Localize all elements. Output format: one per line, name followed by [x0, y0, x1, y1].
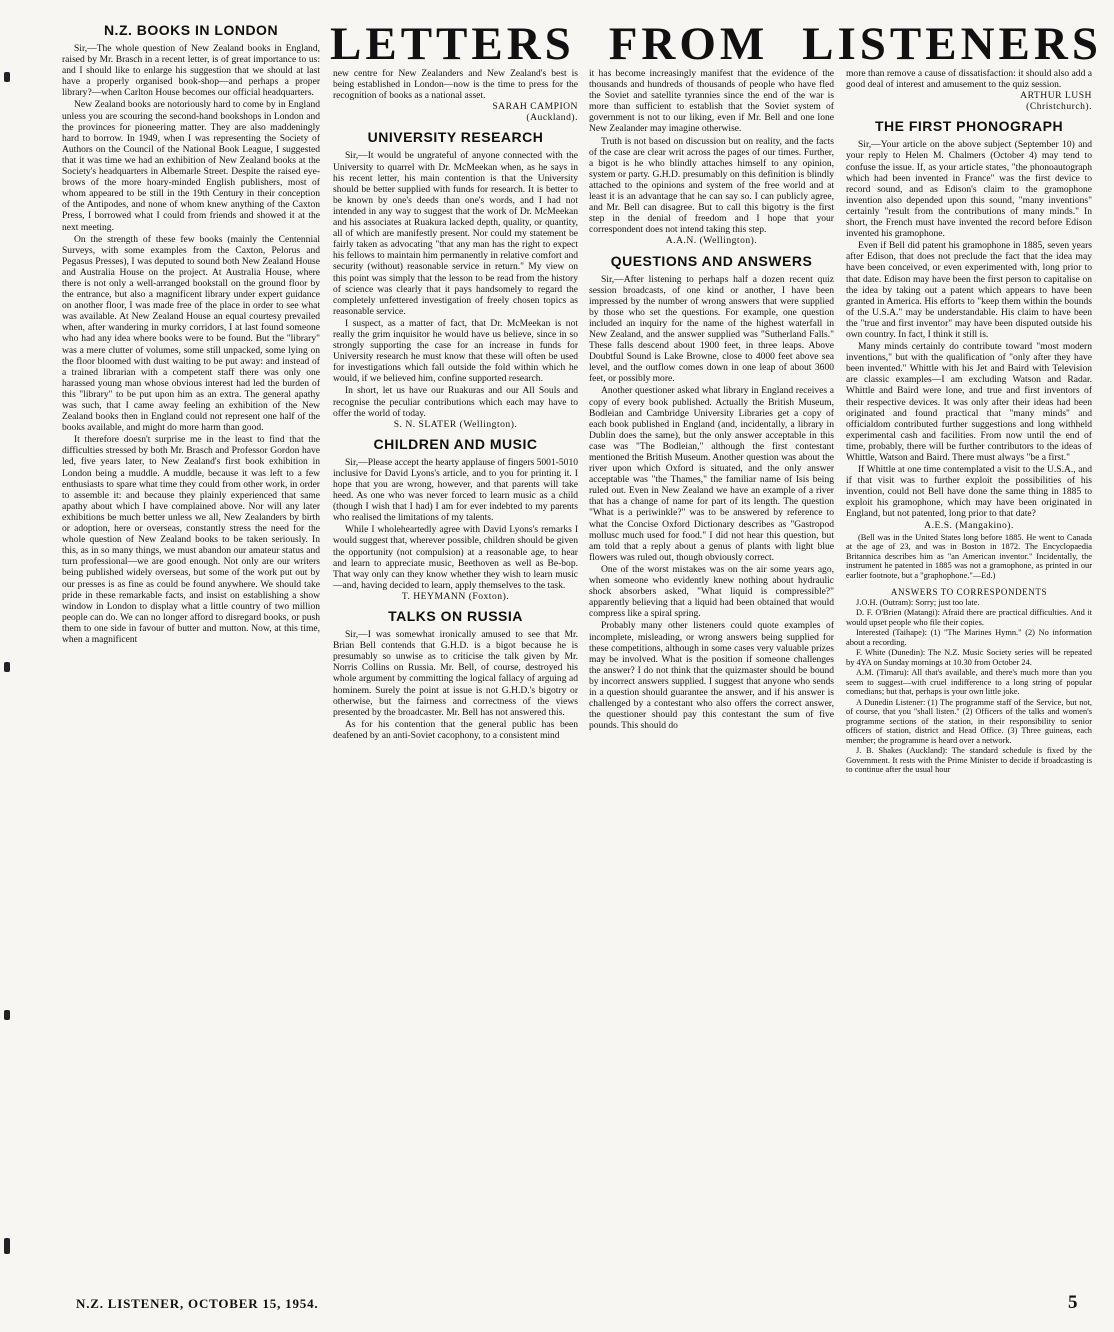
paragraph: Even if Bell did patent his gramophone in 1885, seven years after Edison, that does not preclude the fact that the idea may have been conceived, or even experimented with, long prior to that date. Edison may have been the first person to capitalise on the idea by taking out a patent which appears to have been granted in America. His efforts to "keep them within the bounds of the U.S.A." may be understandable. His claim to have been the "true and first inventor" may have been disputed outside his own country. In fact, I think it still is.: [846, 240, 1092, 340]
paragraph: Truth is not based on discussion but on reality, and the facts of the case are clear writ across the pages of our times. Further, a bigot is he who blindly attaches himself to any opinion, system or party. G.H.D. presumably on this definition is blindly attached to the opinions and system of the free world and at least it is an advantage that he can say so. I can publicly agree, and Mr. Bell can disagree. But to call this bigotry is the first step in the denial of freedom and I hope that your correspondent does not intend taking this step.: [589, 135, 834, 236]
heading-first-phonograph: THE FIRST PHONOGRAPH: [874, 118, 1064, 135]
heading-talks-russia: TALKS ON RUSSIA: [388, 608, 523, 625]
masthead-word: LETTERS: [330, 18, 575, 70]
paragraph: Sir,—Please accept the hearty applause of fingers 5001-5010 inclusive for David Lyons's article, and to you for printing it. I hope that you are wrong, however, and that parents will take heed. As one who was never forced to learn music as a child (though I wish that I had) I am for ever indebted to my parents who realised the limitations of my talents.: [333, 456, 578, 524]
signature-campion: SARAH CAMPION (Auckland).: [492, 101, 578, 124]
correspondent-answer: A.M. (Timaru): All that's available, and there's much more than you seem to suggest—with cruel indifference to a long string of popular comedians; but that, perhaps is your own little joke.: [846, 668, 1092, 697]
correspondent-answer: J. B. Shakes (Auckland): The standard schedule is fixed by the Government. It rests with the Prime Minister to decide if broadcasting is to continue after the usual hour: [846, 746, 1092, 775]
paragraph: Sir,—I was somewhat ironically amused to see that Mr. Brian Bell contends that G.H.D. is a bigot because he is presumably so unwise as to criticise the talk given by Mr. Norris Collins on Russia. Mr. Bell, of course, destroyed his whole argument by committing the logical fallacy of arguing ad hominem. Surely the point at issue is not G.H.D.'s bigotry or otherwise, but the fairness and correctness of the views presented by the broadcaster. Mr. Bell has not answered this.: [333, 629, 578, 718]
heading-children-music: CHILDREN AND MUSIC: [373, 435, 538, 452]
masthead: [330, 18, 1102, 70]
paragraph: In short, let us have our Ruakuras and our All Souls and recognise the peculiar contributions which each may have to offer the world of today.: [333, 385, 578, 419]
footer-publication: N.Z. LISTENER, OCTOBER 15, 1954.: [76, 1296, 319, 1311]
paragraph: As for his contention that the general public has been deafened by an anti-Soviet cacophony, to a consistent mind: [333, 718, 578, 741]
correspondent-answer: A Dunedin Listener: (1) The programme staff of the Service, but not, of course, that you "shall listen." (2) Officers of the talks and women's programme sections of the station, in their responsibility to senior officers of station, district and Head Office. (3) Three guineas, each member; the programme is heard over a network.: [846, 697, 1092, 745]
correspondent-answer: Interested (Taihape): (1) "The Marines Hymn." (2) No information about a recording.: [846, 628, 1092, 647]
scan-mark: [4, 1010, 10, 1020]
paragraph: Sir,—Your article on the above subject (September 10) and your reply to Helen M. Chalmers (October 4) may tend to confuse the issue. If, as your article states, "the phonoautograph which had been invented in France" was the first device to record sound, and as Edison's claim to the gramophone invention also depended upon this sound, "many inventions" certainly "result from the contributions of many minds." In short, the French must have invented the record before Edison invented his gramophone.: [846, 139, 1092, 240]
column-4: [846, 68, 1092, 1295]
correspondents-heading: ANSWERS TO CORRESPONDENTS: [890, 586, 1048, 597]
column-2: [333, 68, 578, 1295]
paragraph: It therefore doesn't surprise me in the least to find that the difficulties stressed by both Mr. Brasch and Professor Gordon have led, five years later, to New Zealand's first book exhibition in London being a muddle. A muddle, because it was left to a few enthusiasts to spare what time they could from other work, in order to assemble it: and because they plainly experienced that same apathy about which I have complained above. Nor will any later exhibitions be much better unless we all, New Zealanders by birth or adoption, here or overseas, constantly stress the need for the whole question of New Zealand books to be taken seriously. In this, as in so many things, we must abandon our amateur status and turn professional—we are good enough. Not only are our writers being published widely overseas, but some of the work put out by our presses is as fine as could be found anywhere. We should take pride in these remarkable facts, and insist on establishing a show window in London to display what a little country of two million people can do. We can no longer afford to disregard books, or push them to one side in favour of butter and mutton. Now, at this time, when a magnificent: [62, 434, 320, 645]
paragraph: One of the worst mistakes was on the air some years ago, when someone who evidently knew nothing about hydraulic shock absorbers asked, "What liquid is compressible?" apparently believing that a liquid had been obtained that would compress like a spiral spring.: [589, 563, 834, 620]
paragraph: While I wholeheartedly agree with David Lyons's remarks I would suggest that, wherever possible, children should be given the opportunity (not compulsion) at a reasonable age, to hear and learn to appreciate music, Beethoven as well as Be-bop. That way only can they know whether they wish to learn music—and, having decided to learn, apply themselves to the task.: [333, 524, 578, 591]
paragraph: new centre for New Zealanders and New Zealand's best is being established in London—now is the time to press for the recognition of books as a national asset.: [333, 68, 578, 102]
paragraph: I suspect, as a matter of fact, that Dr. McMeekan is not really the grim inquisitor he would have us believe, since in so strongly supporting the case for an increase in funds for University research he must know that these will often be used for investigations which fall outside the fold within which he would, if we believed him, confine supported research.: [333, 317, 578, 385]
correspondent-answer: J.O.H. (Outram): Sorry; just too late.: [856, 597, 980, 607]
scan-mark: [4, 1238, 10, 1254]
paragraph: Sir,—After listening to perhaps half a dozen recent quiz session broadcasts, of one kind or another, I have been impressed by the number of wrong answers that were supplied by those who set the questions. For example, one question included an inquiry for the name of the highest waterfall in New Zealand, and the answer supplied was "Sutherland Falls." These falls descend about 1900 feet, in three leaps. Above Doubtful Sound is Lake Browne, close to 4000 feet above sea level, and the outflow comes down in one leap of about 3600 feet, or possibly more.: [589, 273, 834, 385]
scan-mark: [4, 72, 10, 82]
paragraph: If Whittle at one time contemplated a visit to the U.S.A., and if that visit was to further exploit the possibilities of his invention, could not Bell have done the same thing in 1885 to exploit his gramophone, which may have been originated in England, but not patented, long prior to that date?: [846, 464, 1092, 520]
signature-aes: A.E.S. (Mangakino).: [924, 519, 1014, 531]
masthead-word: FROM: [608, 18, 769, 70]
correspondents-list: [846, 598, 1092, 775]
column-1: [62, 20, 320, 1295]
paragraph: Sir,—It would be ungrateful of anyone connected with the University to quarrel with Dr. McMeekan when, as he says in his recent letter, his main contention is that the University should be better supplied with funds for research. It is better to be known by one's deeds than one's words, and I had not intended in any way to suggest that the work of Dr. McMeekan and his associates at Ruakura lacked depth, quality, or quantity, all of which are manifestly present. Nor could my statement be fairly taken as advocating "that any man has the right to expect his fellows to maintain him permanently in relative comfort and security (without) reasonable service in return." My view on this point was simply that the lesson to be read from the history of science was clearly that it pays handsomely to regard the completely unfettered investigation of freely chosen topics as reasonable service.: [333, 150, 578, 317]
page-number: 5: [1068, 1292, 1078, 1313]
column-3: [589, 68, 834, 1295]
scan-mark: [4, 662, 10, 672]
correspondent-answer: D. F. O'Brien (Matangi): Afraid there are practical difficulties. And it would upset people who file their copies.: [846, 608, 1092, 627]
signature-lush: ARTHUR LUSH (Christchurch).: [1020, 90, 1092, 113]
signature-aan: A.A.N. (Wellington).: [665, 235, 758, 247]
paragraph: Probably many other listeners could quote examples of incomplete, misleading, or wrong answers being supplied for these competitions, although in some cases very valuable prizes may be involved. What is the position if someone challenges the answer? I do not think that the quizmaster should be bound by incorrect answers supplied. I suggest that anyone who sends in a question should guarantee the answer, and if his answer is challenged by a contestant who also offers the correct answer, the questioner should pay this contestant the sum of five pounds. This should do: [589, 620, 834, 732]
signature-slater: S. N. SLATER (Wellington).: [393, 418, 518, 430]
heading-university-research: UNIVERSITY RESEARCH: [367, 129, 544, 146]
paragraph: more than remove a cause of dissatisfaction: it should also add a good deal of interest and amusement to the quiz session.: [846, 68, 1092, 91]
paragraph: Another questioner asked what library in England receives a copy of every book published. Actually the British Museum, Bodleian and Cambridge University Libraries get a copy of each book published in England (and, incidentally, a library in Dublin does the same), but the only answer acceptable in this case was "The Bodleian," although the first contestant mentioned the British Museum. Another question was about the river upon which Oxford is situated, and the only answer acceptable was "the Thames," the familiar name of Isis being ruled out. Even in New Zealand we have an example of a river that has a change of name for part of its length. The question "What is a periwinkle?" was to be answered by reference to what the Concise Oxford Dictionary describes as "Gastropod mollusc much used for food." I did not hear this question, but am told that a reply about a genus of plants with light blue flowers was ruled out, though obviously correct.: [589, 385, 834, 563]
signature-heymann: T. HEYMANN (Foxton).: [401, 590, 510, 602]
paragraph: Many minds certainly do contribute toward "most modern inventions," but with the qualification of "only after they have been invented." Whittle with his Jet and Baird with Television are classic examples—I am excluding Watson and Radar. Whittle and Baird were lone, and true and first inventors of their respective devices. It was only after their ideas had been originated and found practical that "many minds" and officialdom contributed further suggestions and long withheld experimental cash and facilities. From now until the end of time, probably, there will be further contributors to the ideas of Whittle, Watson and Baird. There must always "be a first.": [846, 341, 1092, 463]
paragraph: New Zealand books are notoriously hard to come by in England unless you are scouring the second-hand bookshops in London and the provinces for pioneering matter. They are also maddeningly hard to borrow. In 1949, when I was representing the Society of Authors on the Council of the National Book League, I suggested that it was time we had an exhibition of New Zealand books at the Society's headquarters in Albemarle Street. Despite the raised eye-brows of the more hoary-minded English publishers, most of whom appeared to be still in the 19th Century in their conception of the Antipodes, and none of whom knew anything of the Caxton Press, I borrowed what I could from friends and showed it at the next meeting.: [62, 99, 320, 233]
paragraph: On the strength of these few books (mainly the Centennial Surveys, with some examples from the Caxton, Pelorus and Pegasus Presses), I was deputed to sound both New Zealand House and Australia House on the project. At Australia House, where there is not only a well-arranged bookstall on the ground floor by the entrance, but also a magnificent library under expert guidance on another floor, I was made free of the place in order to see what was available. At New Zealand House an equal courtesy prevailed when, after wandering in murky corridors, I at last found someone who had any idea where books were to be found. But the "library" was a mere clutter of volumes, some still unpacked, some lying on the floor bloomed with dust waiting to be put away: and instead of a trained librarian with a competent staff there was only one harassed young man whose obvious interest had led the burden of this "library" to be put upon him as an extra. The general apathy was such, that I came away feeling an exhibition of the New Zealand books then in England could not represent one half of the books available, and might do more harm than good.: [62, 233, 320, 434]
masthead-word: LISTENERS: [802, 18, 1102, 70]
correspondent-answer: F. White (Dunedin): The N.Z. Music Society series will be repeated by 4YA on Sunday mornings at 10.30 from October 24.: [846, 648, 1092, 667]
heading-nz-books: N.Z. BOOKS IN LONDON: [103, 22, 279, 38]
paragraph: it has become increasingly manifest that the evidence of the thousands and hundreds of thousands of people who have fled the Soviet and satellite tyrannies since the end of the war is more than sufficient to establish that the Soviet system of government is not to our liking, even if Mr. Bell and one lone New Zealander may imagine otherwise.: [589, 68, 834, 135]
editor-note: (Bell was in the United States long before 1885. He went to Canada at the age of 23, and was in Boston in 1872. The Encyclopaedia Britannica describes him as "an American inventor." Incidentally, the instrument he patented in 1885 was not a gramophone, as printed in our earlier footnote, but a "graphophone."—Ed.): [846, 532, 1092, 581]
paragraph: Sir,—The whole question of New Zealand books in England, raised by Mr. Brasch in a recent letter, is of great importance to us: and I should like to enlarge his suggestion that we should at last have a properly organised book-shop—and perhaps a proper library?—when Carlton House becomes our official headquarters.: [62, 43, 320, 99]
heading-questions-answers: QUESTIONS AND ANSWERS: [610, 252, 813, 269]
